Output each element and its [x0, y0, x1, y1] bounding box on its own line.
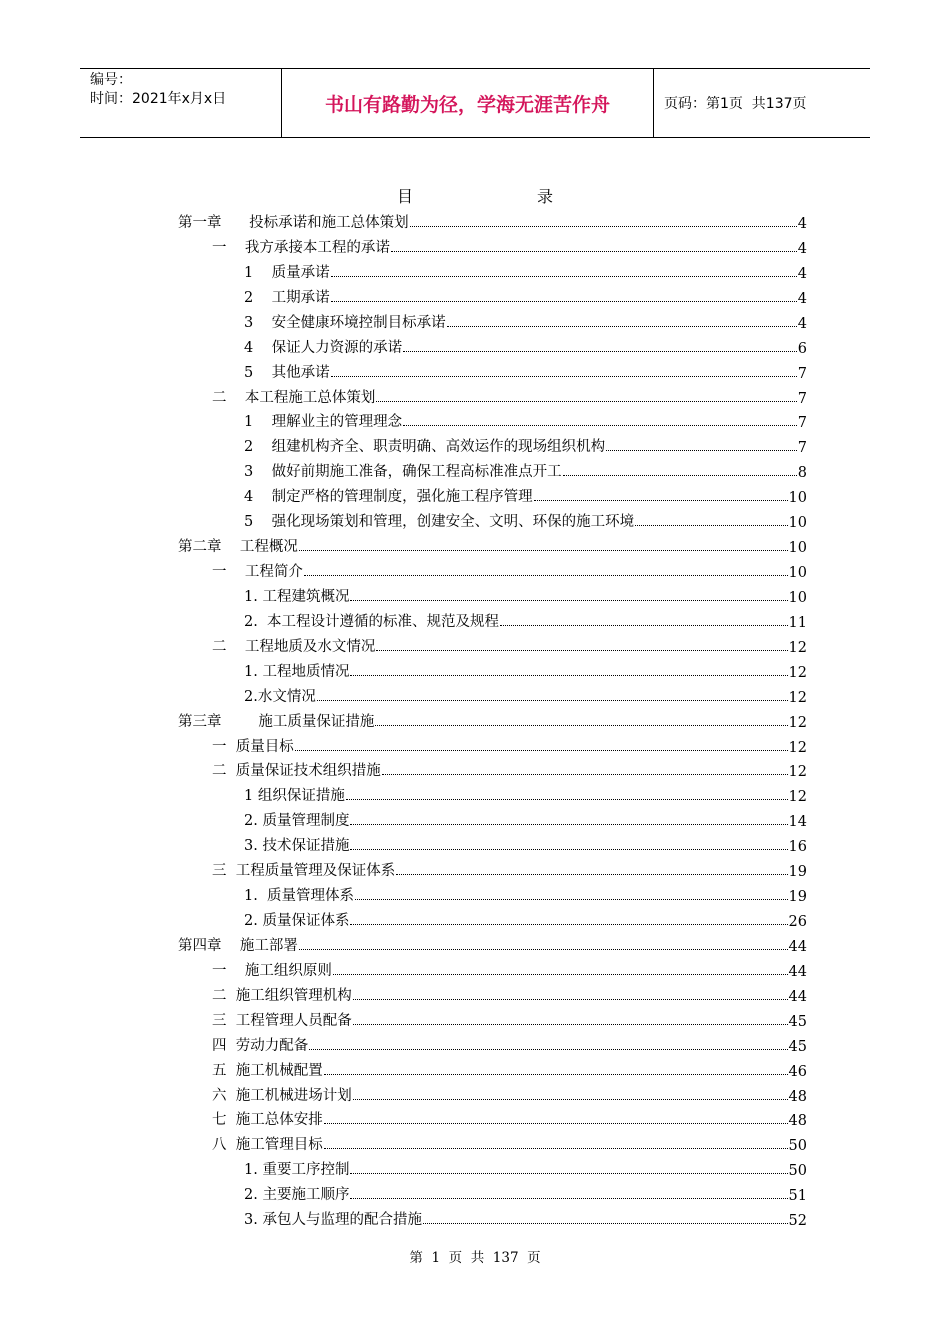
toc-entry[interactable] — [244, 432, 807, 456]
toc-entry-page: 12 — [788, 739, 807, 756]
toc-leader-dots — [333, 974, 788, 975]
toc-entry-page: 10 — [788, 515, 807, 532]
toc-entry-label: 一 工程简介 — [212, 564, 303, 581]
toc-entry-label: 一 施工组织原则 — [212, 962, 332, 979]
toc-entry-page: 7 — [797, 390, 807, 407]
toc-entry[interactable] — [244, 308, 807, 332]
toc-entry-label: 一 我方承接本工程的承诺 — [212, 239, 390, 256]
toc-entry[interactable] — [212, 383, 807, 407]
toc-entry-page: 45 — [788, 1013, 807, 1030]
toc-entry-label: 二 质量保证技术组织措施 — [212, 763, 381, 780]
toc-entry[interactable] — [244, 781, 807, 805]
footer-page-number: 第 1 页 共 137 页 — [409, 1250, 541, 1266]
page-header — [80, 68, 870, 138]
toc-entry-page: 7 — [797, 440, 807, 457]
header-page-info — [654, 69, 870, 137]
toc-leader-dots — [447, 326, 797, 327]
toc-entry-page: 48 — [788, 1088, 807, 1105]
toc-leader-dots — [350, 1173, 787, 1174]
header-page-label: 页码：第1页 共137页 — [664, 96, 807, 112]
toc-entry[interactable] — [244, 283, 807, 307]
toc-entry-page: 12 — [788, 714, 807, 731]
toc-entry-page: 51 — [788, 1188, 807, 1205]
toc-entry-label: 5 强化现场策划和管理，创建安全、文明、环保的施工环境 — [244, 514, 635, 531]
toc-leader-dots — [355, 899, 787, 900]
toc-entry[interactable] — [244, 682, 807, 706]
toc-entry[interactable] — [212, 856, 807, 880]
toc-entry[interactable] — [212, 1056, 807, 1080]
toc-entry-label: 3 做好前期施工准备，确保工程高标准准点开工 — [244, 464, 562, 481]
toc-leader-dots — [376, 650, 787, 651]
toc-leader-dots — [396, 874, 787, 875]
toc-leader-dots — [350, 849, 787, 850]
toc-entry[interactable] — [244, 1180, 807, 1204]
header-meta — [80, 69, 282, 137]
toc-entry-page: 12 — [788, 664, 807, 681]
toc-entry-label: 2. 质量保证体系 — [244, 913, 350, 930]
toc-entry[interactable] — [244, 906, 807, 930]
toc-entry-label: 2. 质量管理制度 — [244, 813, 350, 830]
toc-leader-dots — [353, 1099, 788, 1100]
toc-entry-page: 12 — [788, 689, 807, 706]
toc-leader-dots — [534, 500, 788, 501]
toc-entry[interactable] — [244, 582, 807, 606]
toc-entry-page: 44 — [788, 938, 807, 955]
toc-entry-label: 2. 本工程设计遵循的标准、规范及规程 — [244, 613, 500, 630]
toc-entry[interactable] — [212, 1031, 807, 1055]
toc-entry-label: 第一章 投标承诺和施工总体策划 — [178, 215, 409, 231]
toc-leader-dots — [350, 924, 787, 925]
toc-entry-page: 4 — [797, 240, 807, 257]
toc-entry-page: 12 — [788, 764, 807, 781]
toc-entry-page: 46 — [788, 1063, 807, 1080]
toc-entry[interactable] — [212, 1130, 807, 1154]
toc-entry-label: 3. 承包人与监理的配合措施 — [244, 1212, 422, 1229]
toc-entry-page: 10 — [788, 565, 807, 582]
toc-entry-page: 14 — [788, 814, 807, 831]
toc-leader-dots — [423, 1223, 788, 1224]
toc-entry-page: 4 — [797, 315, 807, 332]
toc-entry-label: 六 施工机械进场计划 — [212, 1087, 352, 1104]
document-time-label: 时间：2021年x月x日 — [90, 91, 227, 107]
toc-entry-page: 44 — [788, 963, 807, 980]
toc-title — [0, 184, 950, 207]
toc-entry-label: 5 其他承诺 — [244, 364, 330, 381]
toc-title-left: 目 — [396, 187, 413, 206]
toc-entry[interactable] — [244, 607, 807, 631]
toc-entry-label: 五 施工机械配置 — [212, 1062, 323, 1079]
toc-leader-dots — [353, 999, 788, 1000]
toc-entry-page: 7 — [797, 365, 807, 382]
toc-entry[interactable] — [212, 557, 807, 581]
toc-leader-dots — [350, 675, 787, 676]
toc-entry[interactable] — [244, 258, 807, 282]
toc-entry-page: 6 — [797, 340, 807, 357]
toc-leader-dots — [563, 475, 797, 476]
toc-entry-label: 4 保证人力资源的承诺 — [244, 339, 403, 356]
toc-entry[interactable] — [244, 358, 807, 382]
toc-entry-label: 二 本工程施工总体策划 — [212, 389, 376, 406]
toc-leader-dots — [410, 226, 797, 227]
toc-entry[interactable] — [212, 756, 807, 780]
toc-entry-label: 2 组建机构齐全、职责明确、高效运作的现场组织机构 — [244, 439, 606, 456]
toc-entry-page: 44 — [788, 988, 807, 1005]
toc-leader-dots — [403, 425, 797, 426]
toc-leader-dots — [403, 351, 797, 352]
toc-entry[interactable] — [212, 956, 807, 980]
toc-entry-page: 16 — [788, 839, 807, 856]
toc-entry-label: 1 组织保证措施 — [244, 788, 345, 805]
toc-entry[interactable] — [178, 931, 807, 955]
toc-entry-page: 10 — [788, 589, 807, 606]
toc-entry-page: 12 — [788, 789, 807, 806]
toc-leader-dots — [382, 774, 788, 775]
toc-entry-label: 2.水文情况 — [244, 688, 316, 705]
page-footer — [0, 1246, 950, 1266]
toc-entry[interactable] — [212, 632, 807, 656]
toc-entry[interactable] — [244, 806, 807, 830]
toc-entry-label: 1. 工程地质情况 — [244, 663, 350, 680]
toc-entry[interactable] — [244, 1155, 807, 1179]
toc-leader-dots — [635, 525, 787, 526]
toc-entry[interactable] — [212, 1081, 807, 1105]
toc-leader-dots — [309, 1049, 787, 1050]
toc-leader-dots — [299, 949, 788, 950]
toc-leader-dots — [324, 1123, 788, 1124]
toc-entry[interactable] — [212, 981, 807, 1005]
toc-entry[interactable] — [212, 1006, 807, 1030]
toc-entry-label: 四 劳动力配备 — [212, 1037, 309, 1054]
toc-leader-dots — [346, 799, 788, 800]
document-number-label: 编号： — [90, 72, 132, 88]
header-motto: 书山有路勤为径，学海无涯苦作舟 — [282, 69, 654, 137]
toc-entry-label: 二 工程地质及水文情况 — [212, 638, 376, 655]
toc-entry-page: 12 — [788, 639, 807, 656]
toc-entry[interactable] — [212, 1105, 807, 1129]
toc-leader-dots — [324, 1148, 788, 1149]
toc-entry-label: 八 施工管理目标 — [212, 1137, 323, 1154]
toc-leader-dots — [299, 550, 788, 551]
toc-entry[interactable] — [244, 333, 807, 357]
toc-entry-page: 4 — [797, 290, 807, 307]
toc-leader-dots — [350, 600, 787, 601]
toc-entry[interactable] — [244, 407, 807, 431]
toc-entry-page: 19 — [788, 889, 807, 906]
toc-leader-dots — [350, 1198, 787, 1199]
toc-entry-page: 50 — [788, 1163, 807, 1180]
toc-entry[interactable] — [244, 507, 807, 531]
toc-leader-dots — [331, 376, 797, 377]
toc-entry[interactable] — [178, 532, 807, 556]
toc-leader-dots — [353, 1024, 788, 1025]
toc-entry[interactable] — [244, 657, 807, 681]
toc-entry[interactable] — [244, 1205, 807, 1229]
toc-entry[interactable] — [244, 457, 807, 481]
toc-entry-page: 10 — [788, 540, 807, 557]
toc-entry-page: 4 — [797, 216, 807, 232]
toc-entry-label: 2. 主要施工顺序 — [244, 1187, 350, 1204]
toc-entry[interactable] — [244, 831, 807, 855]
toc-entry-label: 1. 质量管理体系 — [244, 888, 355, 905]
toc-entry-label: 1 质量承诺 — [244, 264, 330, 281]
toc-entry-page: 10 — [788, 490, 807, 507]
toc-title-right: 录 — [537, 187, 554, 206]
toc-leader-dots — [331, 301, 797, 302]
toc-entry[interactable] — [244, 881, 807, 905]
toc-entry-page: 26 — [788, 914, 807, 931]
toc-entry-label: 1 理解业主的管理理念 — [244, 414, 403, 431]
toc-leader-dots — [500, 625, 787, 626]
toc-entry-label: 三 工程管理人员配备 — [212, 1012, 352, 1029]
toc-leader-dots — [324, 1074, 788, 1075]
toc-entry-label: 一 质量目标 — [212, 738, 294, 755]
toc-entry-label: 七 施工总体安排 — [212, 1112, 323, 1129]
toc-leader-dots — [376, 401, 796, 402]
toc-leader-dots — [295, 750, 788, 751]
toc-entry-label: 第三章 施工质量保证措施 — [178, 713, 375, 730]
toc-entry-page: 7 — [797, 415, 807, 432]
toc-entry-page: 11 — [788, 614, 807, 631]
toc-entry-page: 8 — [797, 465, 807, 482]
toc-leader-dots — [375, 725, 787, 726]
toc-entry-label: 三 工程质量管理及保证体系 — [212, 863, 396, 880]
toc-leader-dots — [331, 276, 797, 277]
toc-entry-label: 第四章 施工部署 — [178, 937, 298, 954]
toc-entry-label: 1. 工程建筑概况 — [244, 588, 350, 605]
toc-entry[interactable] — [178, 208, 807, 232]
toc-entry-label: 2 工期承诺 — [244, 289, 330, 306]
toc-leader-dots — [606, 450, 797, 451]
toc-leader-dots — [304, 575, 788, 576]
toc-entry-label: 第二章 工程概况 — [178, 539, 298, 556]
toc-entry[interactable] — [178, 707, 807, 731]
toc-entry-label: 3 安全健康环境控制目标承诺 — [244, 314, 446, 331]
toc-entry[interactable] — [212, 233, 807, 257]
toc-entry[interactable] — [244, 482, 807, 506]
toc-entry-page: 4 — [797, 265, 807, 282]
toc-entry-page: 50 — [788, 1138, 807, 1155]
toc-leader-dots — [391, 251, 797, 252]
toc-entry-label: 3. 技术保证措施 — [244, 838, 350, 855]
toc-entry[interactable] — [212, 732, 807, 756]
toc-entry-label: 1. 重要工序控制 — [244, 1162, 350, 1179]
toc-entry-page: 52 — [788, 1213, 807, 1230]
toc-entry-label: 4 制定严格的管理制度，强化施工程序管理 — [244, 489, 533, 506]
toc-entry-label: 二 施工组织管理机构 — [212, 987, 352, 1004]
toc-leader-dots — [317, 700, 788, 701]
toc-entry-page: 19 — [788, 864, 807, 881]
toc-leader-dots — [350, 824, 787, 825]
toc-entry-page: 48 — [788, 1113, 807, 1130]
toc-entry-page: 45 — [788, 1038, 807, 1055]
